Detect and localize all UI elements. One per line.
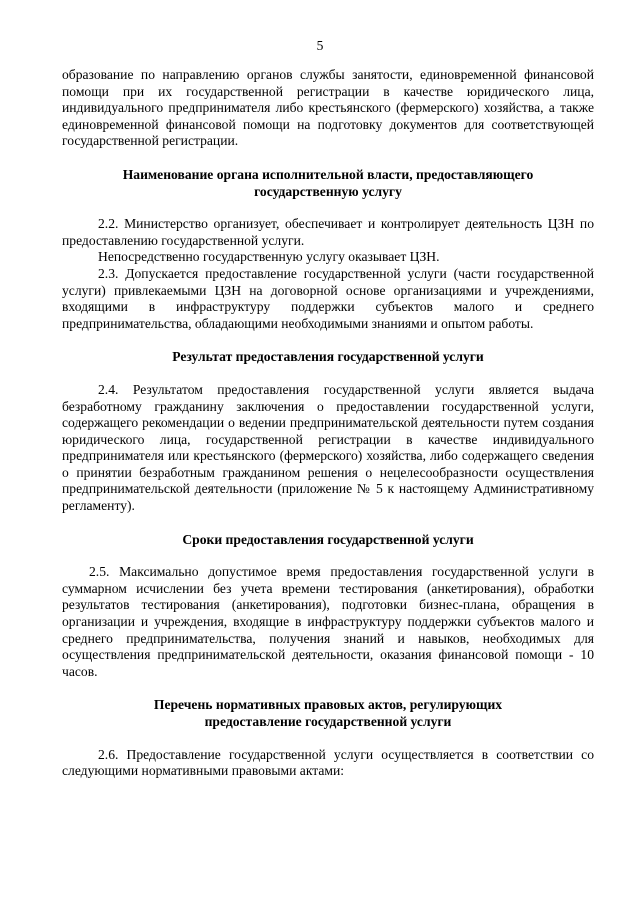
document-body	[62, 67, 594, 780]
heading-line: предоставление государственной услуги	[204, 714, 452, 729]
paragraph-2-6: 2.6. Предоставление государственной услуги осуществляется в соответствии со следующими нормативными правовыми актами:	[62, 746, 594, 779]
heading-line: Перечень нормативных правовых актов, регулирующих	[153, 697, 503, 713]
paragraph-2-5: 2.5. Максимально допустимое время предоставления государственной услуги в суммарном исчислении без учета времени тестирования (анкетирования), обработки результатов тестирования (анкетирования), подготовки бизнес-плана, обращения в организации и учреждения, входящие в инфраструктуру поддержки субъектов малого и среднего предпринимательства, получения знаний и навыков, необходимых для осуществления предпринимательской деятельности, оказания финансовой помощи - 10 часов.	[62, 564, 594, 679]
section-heading	[62, 167, 594, 200]
heading-line: Результат предоставления государственной услуги	[172, 349, 484, 365]
section-legal-acts	[62, 697, 594, 779]
section-result	[62, 349, 594, 514]
section-heading	[62, 349, 594, 366]
paragraph-2-2: 2.2. Министерство организует, обеспечивает и контролирует деятельность ЦЗН по предоставлению государственной услуги.	[62, 216, 594, 248]
heading-line: государственную услугу	[254, 183, 402, 199]
page-number: 5	[316, 38, 324, 53]
paragraph-czn-provides: Непосредственно государственную услугу оказывает ЦЗН.	[98, 249, 440, 265]
heading-line: Наименование органа исполнительной власти, предоставляющего	[122, 166, 534, 182]
paragraph-2-3: 2.3. Допускается предоставление государственной услуги (части государственной услуги) привлекаемыми ЦЗН на договорной основе организациями и учреждениями, входящими в инфраструктуру поддержки субъектов малого и среднего предпринимательства, обладающими необходимыми знаниями и опытом работы.	[62, 265, 594, 331]
section-terms	[62, 532, 594, 681]
heading-line: Сроки предоставления государственной услуги	[182, 531, 474, 547]
section-executive-body	[62, 167, 594, 332]
intro-paragraph: образование по направлению органов службы занятости, единовременной финансовой помощи при их государственной регистрации в качестве юридического лица, индивидуального предпринимателя либо крестьянского (фермерского) хозяйства, а также единовременной финансовой помощи на подготовку документов для соответствующей государственной регистрации.	[62, 67, 594, 149]
section-heading	[62, 697, 594, 730]
paragraph-2-4: 2.4. Результатом предоставления государственной услуги является выдача безработному гражданину заключения о предоставлении государственной услуги, содержащего рекомендации о ведении предпринимательской деятельности путем создания юридического лица, государственной регистрации в качестве индивидуального предпринимателя или крестьянского (фермерского) хозяйства, либо содержащего сведения о принятии безработным гражданином решения о нецелесообразности осуществления предпринимательской деятельности (приложение № 5 к настоящему Административному регламенту).	[62, 381, 594, 514]
section-heading	[62, 532, 594, 549]
